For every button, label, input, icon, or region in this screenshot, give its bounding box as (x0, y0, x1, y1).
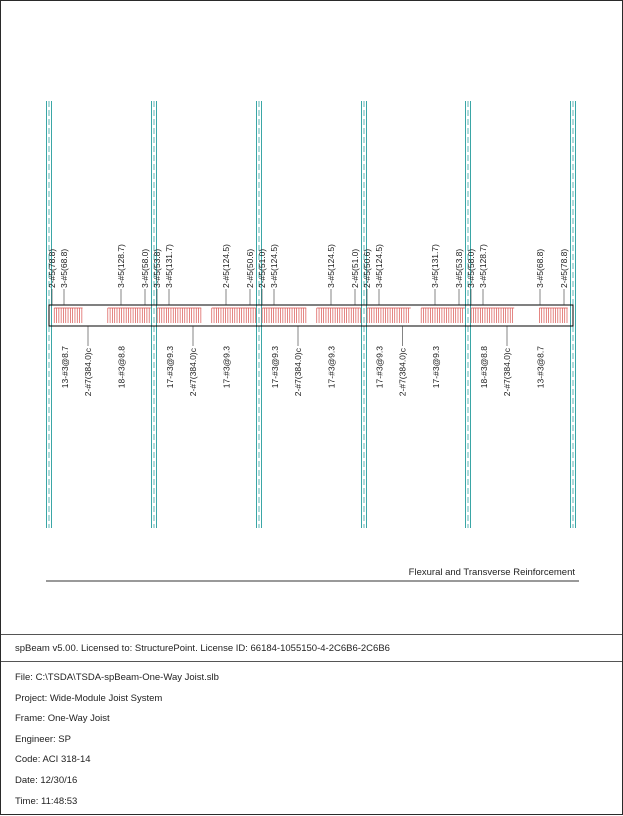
top-bar-label: 3-#5(131.7) (164, 244, 174, 288)
engineer-info: Engineer: SP (15, 733, 71, 745)
top-bar-label: 3-#5(68.8) (59, 248, 69, 288)
stirrup-zone-2-2 (212, 308, 256, 323)
bottom-bar-label: 2-#7(384.0)c (397, 348, 408, 397)
support-3 (257, 101, 262, 528)
code-info: Code: ACI 318-14 (15, 754, 91, 766)
stirrup-label: 17-#3@9.3 (221, 346, 232, 389)
support-2 (152, 101, 157, 528)
stirrup-label: 17-#3@9.3 (430, 346, 441, 389)
bottom-bar-label: 2-#7(384.0)c (502, 348, 512, 397)
bar-labels (47, 244, 569, 396)
stirrup-zone-3-2 (317, 308, 361, 323)
top-bar-label: 2-#5(50.6) (245, 248, 255, 288)
bottom-bar-label: 2-#7(384.0)c (293, 348, 303, 397)
reinforcement-diagram (1, 1, 622, 631)
date-info: Date: 12/30/16 (15, 774, 78, 786)
stirrup-zone-4-1 (367, 308, 411, 323)
stirrup-label: 18-#3@8.8 (478, 346, 489, 389)
stirrup-zone-5-2 (539, 308, 567, 323)
top-bar-label: 3-#5(53.8) (454, 248, 464, 288)
stirrup-zone-4-2 (421, 308, 465, 323)
top-bar-label: 3-#5(124.5) (326, 244, 336, 288)
stirrup-zone-1-1 (54, 308, 82, 323)
time-info: Time: 11:48:53 (15, 795, 78, 807)
top-bar-label: 3-#5(58.0) (140, 248, 150, 288)
support-4 (362, 101, 367, 528)
top-bar-label: 3-#5(124.5) (269, 244, 279, 288)
stirrup-zone-5-1 (471, 308, 514, 323)
stirrup-label: 17-#3@9.3 (326, 346, 337, 389)
top-bar-label: 2-#5(51.0) (350, 248, 360, 288)
stirrup-label: 13-#3@8.7 (59, 346, 70, 389)
stirrup-label: 17-#3@9.3 (164, 346, 175, 389)
top-bar-label: 2-#5(50.6) (362, 248, 372, 288)
stirrup-label: 18-#3@8.8 (116, 346, 127, 389)
info-block (15, 672, 219, 816)
support-5 (466, 101, 471, 528)
stirrup-zone-1-2 (108, 308, 151, 323)
stirrup-zone-2-1 (157, 308, 201, 323)
frame-info: Frame: One-Way Joist (15, 713, 110, 725)
top-bar-label: 3-#5(68.8) (535, 248, 545, 288)
top-bar-label: 2-#5(124.5) (221, 244, 231, 288)
diagram-caption: Flexural and Transverse Reinforcement (408, 567, 575, 578)
top-bar-label: 3-#5(58.0) (466, 248, 476, 288)
top-bar-label: 3-#5(128.7) (116, 244, 126, 288)
top-bar-label: 2-#5(51.0) (257, 248, 267, 288)
bottom-bar-label: 2-#7(384.0)c (188, 348, 198, 397)
bottom-bar-label: 2-#7(384.0)c (83, 348, 93, 397)
top-bar-label: 3-#5(124.5) (374, 244, 384, 288)
stirrup-label: 13-#3@8.7 (535, 346, 546, 389)
top-bar-label: 3-#5(53.8) (152, 248, 162, 288)
license-text: spBeam v5.00. Licensed to: StructurePoint. License ID: 66184-1055150-4-2C6B6-2C6B6 (15, 643, 390, 654)
stirrup-zone-3-1 (262, 308, 306, 323)
top-bar-label: 3-#5(131.7) (430, 244, 440, 288)
top-bar-label: 2-#5(78.8) (559, 248, 569, 288)
top-bar-label: 2-#5(78.8) (47, 248, 57, 288)
project-info: Project: Wide-Module Joist System (15, 692, 163, 704)
stirrup-bars (54, 308, 568, 323)
license-bar (1, 634, 622, 662)
stirrup-label: 17-#3@9.3 (374, 346, 385, 389)
file-info: File: C:\TSDA\TSDA-spBeam-One-Way Joist.slb (15, 672, 219, 683)
top-bar-label: 3-#5(128.7) (478, 244, 488, 288)
stirrup-label: 17-#3@9.3 (269, 346, 280, 389)
